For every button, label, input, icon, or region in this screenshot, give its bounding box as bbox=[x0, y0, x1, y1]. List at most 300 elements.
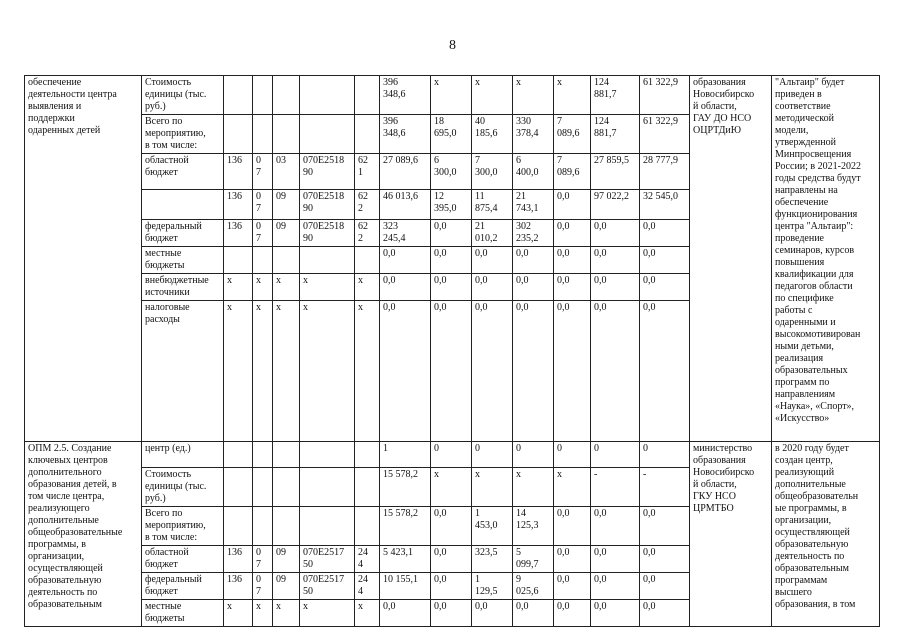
cell-vr bbox=[355, 220, 380, 247]
cell-line: 50 bbox=[303, 586, 313, 597]
cell-line: 070E2518 bbox=[303, 191, 345, 202]
cell-y2019 bbox=[431, 190, 472, 220]
cell-line: 2 bbox=[358, 203, 363, 214]
cell-line: 0,0 bbox=[383, 248, 396, 259]
cell-line: Новосибирско bbox=[693, 89, 755, 100]
cell-line: расходы bbox=[145, 314, 180, 325]
cell-line: образования bbox=[693, 77, 746, 88]
cell-y2023 bbox=[591, 115, 640, 154]
cell-vr bbox=[355, 115, 380, 154]
cell-y2024 bbox=[640, 442, 690, 468]
cell-line: x bbox=[557, 77, 562, 88]
cell-pr bbox=[273, 507, 300, 546]
cell-rz bbox=[253, 154, 273, 190]
cell-line: 6 bbox=[434, 155, 439, 166]
cell-line: повышения bbox=[775, 257, 825, 268]
cell-line: бюджет bbox=[145, 586, 178, 597]
cell-line: реализация bbox=[775, 353, 824, 364]
cell-y2020 bbox=[472, 220, 513, 247]
cell-csr bbox=[300, 247, 355, 274]
cell-grbs bbox=[224, 247, 253, 274]
cell-y2022 bbox=[554, 115, 591, 154]
cell-y2022 bbox=[554, 600, 591, 627]
cell-line: 27 089,6 bbox=[383, 155, 418, 166]
cell-line: том числе центра, bbox=[28, 491, 105, 502]
cell-line: 136 bbox=[227, 221, 242, 232]
cell-line: 21 bbox=[516, 191, 526, 202]
cell-grbs bbox=[224, 546, 253, 573]
cell-y2022 bbox=[554, 546, 591, 573]
cell-line: x bbox=[276, 275, 281, 286]
cell-line: 010,2 bbox=[475, 233, 498, 244]
cell-line: дополнительные bbox=[28, 515, 99, 526]
cell-rz bbox=[253, 190, 273, 220]
cell-line: x bbox=[516, 469, 521, 480]
cell-line: 348,6 bbox=[383, 128, 406, 139]
cell-y2022 bbox=[554, 573, 591, 600]
cell-line: 124 bbox=[594, 116, 609, 127]
cell-vr bbox=[355, 76, 380, 115]
cell-y2020 bbox=[472, 573, 513, 600]
cell-line: 136 bbox=[227, 547, 242, 558]
cell-y2023 bbox=[591, 546, 640, 573]
cell-y2022 bbox=[554, 507, 591, 546]
cell-line: 15 578,2 bbox=[383, 469, 418, 480]
expected-result-cell bbox=[772, 442, 880, 627]
cell-csr bbox=[300, 190, 355, 220]
cell-pr bbox=[273, 190, 300, 220]
cell-line: й области, bbox=[693, 101, 737, 112]
cell-line: руб.) bbox=[145, 101, 166, 112]
cell-line: 0,0 bbox=[434, 508, 447, 519]
cell-csr bbox=[300, 573, 355, 600]
cell-total bbox=[380, 76, 431, 115]
cell-line: 0,0 bbox=[516, 601, 529, 612]
cell-rz bbox=[253, 573, 273, 600]
cell-line: x bbox=[303, 275, 308, 286]
cell-line: 099,7 bbox=[516, 559, 539, 570]
cell-y2024 bbox=[640, 220, 690, 247]
cell-line: 300,0 bbox=[434, 167, 457, 178]
cell-y2024 bbox=[640, 76, 690, 115]
cell-line: 09 bbox=[276, 221, 286, 232]
cell-line: 09 bbox=[276, 574, 286, 585]
cell-line: 0,0 bbox=[643, 275, 656, 286]
cell-line: 0 bbox=[643, 443, 648, 454]
responsible-cell bbox=[690, 76, 772, 442]
cell-line: 24 bbox=[358, 574, 368, 585]
cell-line: - bbox=[643, 469, 647, 480]
cell-grbs bbox=[224, 76, 253, 115]
cell-y2022 bbox=[554, 220, 591, 247]
cell-line: x bbox=[227, 601, 232, 612]
cell-line: 396 bbox=[383, 116, 398, 127]
cell-y2020 bbox=[472, 274, 513, 301]
cell-line: 0 bbox=[256, 155, 261, 166]
cell-line: областной bbox=[145, 547, 189, 558]
cell-y2021 bbox=[513, 600, 554, 627]
cell-line: 7 bbox=[557, 155, 562, 166]
cell-line: организации, bbox=[28, 551, 85, 562]
cell-y2020 bbox=[472, 546, 513, 573]
cell-label bbox=[142, 573, 224, 600]
cell-line: России; в 2021-2022 bbox=[775, 161, 861, 172]
cell-y2020 bbox=[472, 76, 513, 115]
cell-line: 400,0 bbox=[516, 167, 539, 178]
cell-vr bbox=[355, 507, 380, 546]
cell-total bbox=[380, 247, 431, 274]
cell-line: 136 bbox=[227, 155, 242, 166]
table-body bbox=[25, 76, 880, 627]
cell-line: x bbox=[256, 302, 261, 313]
cell-line: 7 bbox=[256, 233, 261, 244]
cell-line: 50 bbox=[303, 559, 313, 570]
cell-vr bbox=[355, 274, 380, 301]
cell-line: x bbox=[358, 275, 363, 286]
cell-y2023 bbox=[591, 220, 640, 247]
cell-line: 0,0 bbox=[434, 574, 447, 585]
cell-line: 7 bbox=[256, 559, 261, 570]
cell-y2023 bbox=[591, 507, 640, 546]
cell-line: образования bbox=[693, 455, 746, 466]
cell-pr bbox=[273, 442, 300, 468]
cell-line: единицы (тыс. bbox=[145, 89, 207, 100]
cell-line: реализующий bbox=[775, 467, 835, 478]
cell-line: 4 bbox=[358, 559, 363, 570]
cell-line: ые программы, в bbox=[775, 503, 847, 514]
cell-line: 1 bbox=[475, 508, 480, 519]
cell-line: 7 bbox=[256, 203, 261, 214]
cell-line: 129,5 bbox=[475, 586, 498, 597]
table-row bbox=[25, 442, 880, 468]
cell-csr bbox=[300, 442, 355, 468]
cell-line: x bbox=[434, 77, 439, 88]
cell-y2019 bbox=[431, 468, 472, 507]
cell-line: единицы (тыс. bbox=[145, 481, 207, 492]
cell-line: образовательных bbox=[775, 365, 848, 376]
cell-vr bbox=[355, 468, 380, 507]
cell-line: дополнительные bbox=[775, 479, 846, 490]
cell-line: x bbox=[256, 601, 261, 612]
cell-y2020 bbox=[472, 600, 513, 627]
cell-y2019 bbox=[431, 76, 472, 115]
cell-line: 743,1 bbox=[516, 203, 539, 214]
cell-total bbox=[380, 600, 431, 627]
cell-y2023 bbox=[591, 247, 640, 274]
cell-line: 0,0 bbox=[643, 508, 656, 519]
cell-y2021 bbox=[513, 220, 554, 247]
cell-y2024 bbox=[640, 247, 690, 274]
cell-line: 40 bbox=[475, 116, 485, 127]
cell-line: по специфике bbox=[775, 293, 834, 304]
cell-line: 245,4 bbox=[383, 233, 406, 244]
cell-label bbox=[142, 442, 224, 468]
cell-line: работы с bbox=[775, 305, 813, 316]
cell-total bbox=[380, 573, 431, 600]
cell-line: 12 bbox=[434, 191, 444, 202]
cell-line: 5 bbox=[516, 547, 521, 558]
cell-line: 11 bbox=[475, 191, 485, 202]
cell-line: 0,0 bbox=[594, 302, 607, 313]
cell-vr bbox=[355, 190, 380, 220]
cell-line: 97 022,2 bbox=[594, 191, 629, 202]
cell-vr bbox=[355, 154, 380, 190]
cell-line: 875,4 bbox=[475, 203, 498, 214]
cell-total bbox=[380, 274, 431, 301]
cell-line: утвержденной bbox=[775, 137, 836, 148]
cell-line: местные bbox=[145, 601, 182, 612]
cell-line: 27 859,5 bbox=[594, 155, 629, 166]
cell-y2021 bbox=[513, 76, 554, 115]
cell-line: 0,0 bbox=[643, 547, 656, 558]
cell-line: 0,0 bbox=[434, 221, 447, 232]
cell-y2024 bbox=[640, 274, 690, 301]
cell-grbs bbox=[224, 115, 253, 154]
cell-line: 0,0 bbox=[594, 601, 607, 612]
cell-line: x bbox=[303, 601, 308, 612]
cell-line: местные bbox=[145, 248, 182, 259]
cell-label bbox=[142, 115, 224, 154]
cell-grbs bbox=[224, 573, 253, 600]
cell-total bbox=[380, 301, 431, 442]
cell-line: руб.) bbox=[145, 493, 166, 504]
cell-y2021 bbox=[513, 274, 554, 301]
table-row bbox=[25, 76, 880, 115]
cell-y2024 bbox=[640, 600, 690, 627]
cell-line: 0,0 bbox=[475, 302, 488, 313]
cell-csr bbox=[300, 546, 355, 573]
cell-line: 7 bbox=[557, 116, 562, 127]
cell-line: бюджеты bbox=[145, 260, 185, 271]
cell-line: Всего по bbox=[145, 508, 183, 519]
responsible-cell bbox=[690, 442, 772, 627]
cell-pr bbox=[273, 600, 300, 627]
cell-line: бюджеты bbox=[145, 613, 185, 624]
cell-pr bbox=[273, 115, 300, 154]
cell-line: бюджет bbox=[145, 167, 178, 178]
cell-line: 15 578,2 bbox=[383, 508, 418, 519]
cell-y2019 bbox=[431, 274, 472, 301]
cell-vr bbox=[355, 442, 380, 468]
cell-rz bbox=[253, 247, 273, 274]
cell-line: 32 545,0 bbox=[643, 191, 678, 202]
cell-csr bbox=[300, 301, 355, 442]
activity-name-cell bbox=[25, 76, 142, 442]
cell-line: 0 bbox=[256, 574, 261, 585]
cell-line: x bbox=[475, 469, 480, 480]
cell-y2023 bbox=[591, 573, 640, 600]
cell-line: 0 bbox=[256, 547, 261, 558]
cell-line: приведен в bbox=[775, 89, 822, 100]
cell-y2019 bbox=[431, 154, 472, 190]
cell-y2024 bbox=[640, 301, 690, 442]
cell-y2024 bbox=[640, 573, 690, 600]
cell-line: поддержки bbox=[28, 113, 75, 124]
cell-y2023 bbox=[591, 301, 640, 442]
cell-line: 070E2518 bbox=[303, 155, 345, 166]
cell-line: 0,0 bbox=[434, 302, 447, 313]
cell-line: 0,0 bbox=[475, 248, 488, 259]
cell-pr bbox=[273, 274, 300, 301]
cell-line: 396 bbox=[383, 77, 398, 88]
cell-line: x bbox=[516, 77, 521, 88]
cell-line: «Наука», «Спорт», bbox=[775, 401, 855, 412]
cell-line: в том числе: bbox=[145, 140, 198, 151]
cell-total bbox=[380, 190, 431, 220]
cell-line: 323,5 bbox=[475, 547, 498, 558]
cell-line: 378,4 bbox=[516, 128, 539, 139]
cell-line: центр (ед.) bbox=[145, 443, 191, 454]
cell-label bbox=[142, 220, 224, 247]
cell-line: 0,0 bbox=[594, 248, 607, 259]
cell-y2023 bbox=[591, 600, 640, 627]
cell-csr bbox=[300, 154, 355, 190]
cell-y2021 bbox=[513, 442, 554, 468]
cell-grbs bbox=[224, 220, 253, 247]
cell-label bbox=[142, 247, 224, 274]
cell-line: 0 bbox=[594, 443, 599, 454]
expected-result-cell bbox=[772, 76, 880, 442]
cell-line: 0,0 bbox=[434, 601, 447, 612]
cell-grbs bbox=[224, 468, 253, 507]
cell-line: 61 322,9 bbox=[643, 116, 678, 127]
cell-line: педагогов области bbox=[775, 281, 853, 292]
cell-vr bbox=[355, 546, 380, 573]
cell-line: 395,0 bbox=[434, 203, 457, 214]
cell-line: обеспечение bbox=[28, 77, 82, 88]
cell-y2024 bbox=[640, 546, 690, 573]
cell-y2019 bbox=[431, 507, 472, 546]
cell-y2024 bbox=[640, 507, 690, 546]
cell-line: в 2020 году будет bbox=[775, 443, 849, 454]
cell-line: образовательным bbox=[28, 599, 102, 610]
cell-line: 0,0 bbox=[557, 574, 570, 585]
cell-y2021 bbox=[513, 573, 554, 600]
cell-y2022 bbox=[554, 154, 591, 190]
cell-y2020 bbox=[472, 507, 513, 546]
cell-y2019 bbox=[431, 600, 472, 627]
cell-line: 5 423,1 bbox=[383, 547, 413, 558]
cell-line: 0 bbox=[516, 443, 521, 454]
cell-line: 070E2517 bbox=[303, 574, 345, 585]
cell-line: 0,0 bbox=[557, 547, 570, 558]
cell-line: 90 bbox=[303, 233, 313, 244]
cell-line: ОПМ 2.5. Создание bbox=[28, 443, 112, 454]
cell-grbs bbox=[224, 301, 253, 442]
cell-label bbox=[142, 76, 224, 115]
cell-rz bbox=[253, 274, 273, 301]
cell-pr bbox=[273, 573, 300, 600]
cell-line: 0,0 bbox=[557, 221, 570, 232]
activity-name-cell bbox=[25, 442, 142, 627]
cell-y2020 bbox=[472, 301, 513, 442]
cell-line: 09 bbox=[276, 547, 286, 558]
cell-line: программ по bbox=[775, 377, 830, 388]
cell-grbs bbox=[224, 154, 253, 190]
cell-line: «Искусство» bbox=[775, 413, 830, 424]
cell-line: 2 bbox=[358, 233, 363, 244]
cell-line: 1 bbox=[383, 443, 388, 454]
cell-line: организации, bbox=[775, 515, 832, 526]
cell-y2020 bbox=[472, 190, 513, 220]
cell-line: 0,0 bbox=[557, 191, 570, 202]
cell-line: 0,0 bbox=[383, 275, 396, 286]
cell-line: 0 bbox=[557, 443, 562, 454]
cell-line: 881,7 bbox=[594, 89, 617, 100]
cell-line: 0,0 bbox=[594, 275, 607, 286]
cell-y2023 bbox=[591, 190, 640, 220]
cell-line: 124 bbox=[594, 77, 609, 88]
cell-y2021 bbox=[513, 301, 554, 442]
cell-y2023 bbox=[591, 76, 640, 115]
cell-csr bbox=[300, 468, 355, 507]
cell-line: 089,6 bbox=[557, 167, 580, 178]
cell-pr bbox=[273, 220, 300, 247]
cell-y2022 bbox=[554, 247, 591, 274]
cell-line: x bbox=[276, 601, 281, 612]
cell-line: 0,0 bbox=[434, 547, 447, 558]
cell-line: 125,3 bbox=[516, 520, 539, 531]
cell-y2020 bbox=[472, 442, 513, 468]
cell-line: 0,0 bbox=[643, 221, 656, 232]
cell-rz bbox=[253, 76, 273, 115]
cell-line: областной bbox=[145, 155, 189, 166]
cell-total bbox=[380, 442, 431, 468]
cell-y2021 bbox=[513, 507, 554, 546]
cell-line: 453,0 bbox=[475, 520, 498, 531]
cell-line: 9 bbox=[516, 574, 521, 585]
cell-line: 0,0 bbox=[594, 574, 607, 585]
cell-line: федеральный bbox=[145, 221, 202, 232]
cell-pr bbox=[273, 301, 300, 442]
cell-line: министерство bbox=[693, 443, 753, 454]
cell-line: 0 bbox=[434, 443, 439, 454]
cell-csr bbox=[300, 220, 355, 247]
cell-line: 10 155,1 bbox=[383, 574, 418, 585]
cell-line: 0,0 bbox=[383, 302, 396, 313]
cell-line: осуществляющей bbox=[28, 563, 103, 574]
cell-total bbox=[380, 546, 431, 573]
cell-line: Стоимость bbox=[145, 77, 192, 88]
cell-y2024 bbox=[640, 115, 690, 154]
cell-y2023 bbox=[591, 442, 640, 468]
cell-line: функционирования bbox=[775, 209, 858, 220]
cell-line: 0,0 bbox=[557, 508, 570, 519]
cell-line: 070E2518 bbox=[303, 221, 345, 232]
cell-line: программы, в bbox=[28, 539, 86, 550]
cell-line: x bbox=[557, 469, 562, 480]
cell-line: мероприятию, bbox=[145, 128, 206, 139]
cell-line: x bbox=[434, 469, 439, 480]
cell-line: 0,0 bbox=[434, 275, 447, 286]
cell-y2022 bbox=[554, 468, 591, 507]
cell-line: 025,6 bbox=[516, 586, 539, 597]
cell-line: 03 bbox=[276, 155, 286, 166]
cell-line: 0,0 bbox=[643, 601, 656, 612]
cell-line: направлениям bbox=[775, 389, 836, 400]
cell-line: Стоимость bbox=[145, 469, 192, 480]
cell-line: источники bbox=[145, 287, 190, 298]
cell-line: 7 bbox=[256, 586, 261, 597]
cell-line: x bbox=[475, 77, 480, 88]
cell-y2021 bbox=[513, 190, 554, 220]
cell-line: 089,6 bbox=[557, 128, 580, 139]
cell-rz bbox=[253, 301, 273, 442]
cell-line: общеобразовательн bbox=[775, 491, 859, 502]
cell-line: 695,0 bbox=[434, 128, 457, 139]
cell-line: модели, bbox=[775, 125, 809, 136]
cell-line: 0,0 bbox=[557, 601, 570, 612]
